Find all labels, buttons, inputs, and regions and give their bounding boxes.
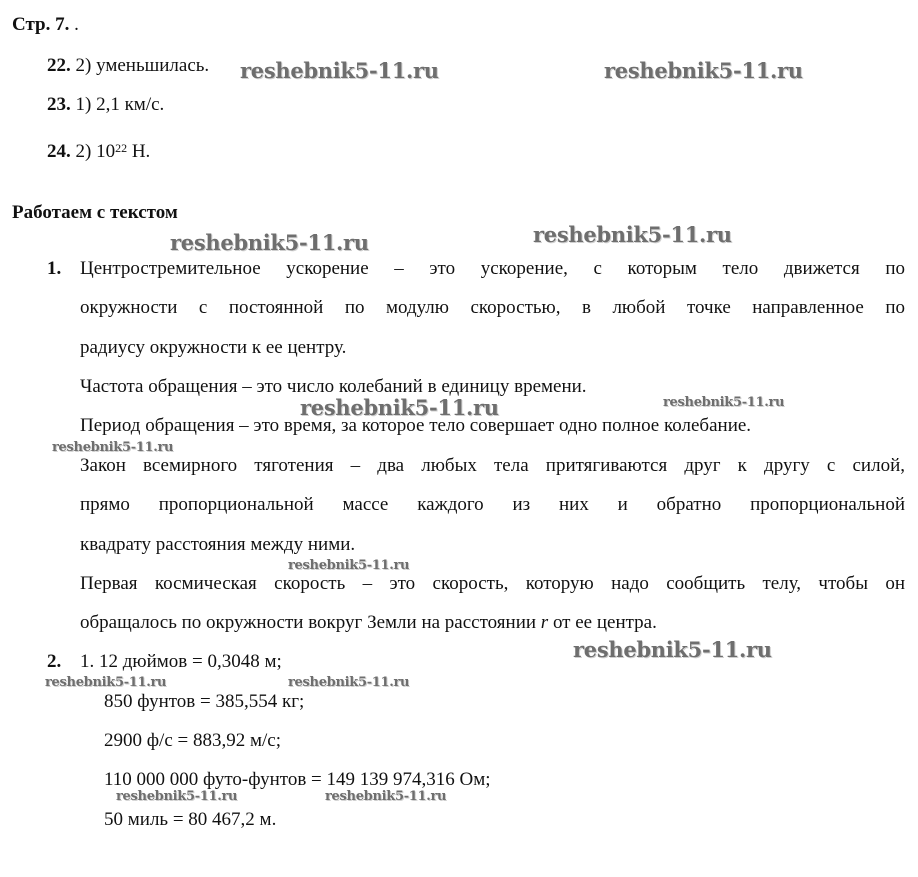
item-1-line: Первая космическая скорость – это скорость, которую надо сообщить телу, чтобы он [80,573,905,594]
answer-text: 2) $10^{22}$ Н. [75,141,151,162]
page-label: Стр. 7. . [12,14,79,35]
item-1-line: радиусу окружности к ее центру. [80,337,347,358]
conversion-line: 850 фунтов = 385,554 кг; [104,691,305,712]
item-1-line: окружности с постоянной по модулю скоростью, в любой точке направленное по [80,297,905,318]
watermark: reshebnik5-11.ru [52,440,174,455]
item-1-line: Закон всемирного тяготения – два любых тела притягиваются друг к другу с силой, [80,455,905,476]
watermark: reshebnik5-11.ru [170,230,369,255]
watermark: reshebnik5-11.ru [116,789,238,804]
watermark: reshebnik5-11.ru [288,558,410,573]
watermark: reshebnik5-11.ru [533,222,732,247]
answer-24 [47,141,150,163]
answer-number: 22. [47,55,71,76]
item-1-line: Центростремительное ускорение – это ускорение, с которым тело движется по [80,258,905,279]
watermark: reshebnik5-11.ru [288,675,410,690]
watermark: reshebnik5-11.ru [240,58,439,83]
section-title: Работаем с текстом [12,202,178,223]
watermark: reshebnik5-11.ru [325,789,447,804]
answer-23 [47,94,164,116]
answer-number: 23. [47,94,71,115]
answer-text: 1) 2,1 км/с. [75,94,165,115]
item-1-line: прямо пропорциональной массе каждого из них и обратно пропорциональной [80,494,905,515]
watermark: reshebnik5-11.ru [604,58,803,83]
conversion-line: 110 000 000 футо-фунтов = 149 139 974,316 Ом; [104,769,491,790]
variable-r: r [540,612,549,633]
watermark: reshebnik5-11.ru [573,637,772,662]
item-2-number: 2. [47,651,62,672]
conversion-line: 50 миль = 80 467,2 м. [104,809,277,830]
conversion-line: 2900 ф/с = 883,92 м/с; [104,730,282,751]
answer-text: 2) уменьшилась. [75,55,210,76]
item-1-line: Частота обращения – это число колебаний в единицу времени. [80,376,587,397]
answer-22 [47,55,209,77]
watermark: reshebnik5-11.ru [300,395,499,420]
item-1-line: Период обращения – это время, за которое тело совершает одно полное колебание. [80,415,752,436]
watermark: reshebnik5-11.ru [663,395,785,410]
item-1-line: квадрату расстояния между ними. [80,534,356,555]
item-1-line: обращалось по окружности вокруг Земли на расстоянии r от ее центра. [80,612,657,633]
conversion-line: 1. 12 дюймов = 0,3048 м; [80,651,282,672]
watermark: reshebnik5-11.ru [45,675,167,690]
answer-number: 24. [47,141,71,162]
item-1-number: 1. [47,258,62,279]
